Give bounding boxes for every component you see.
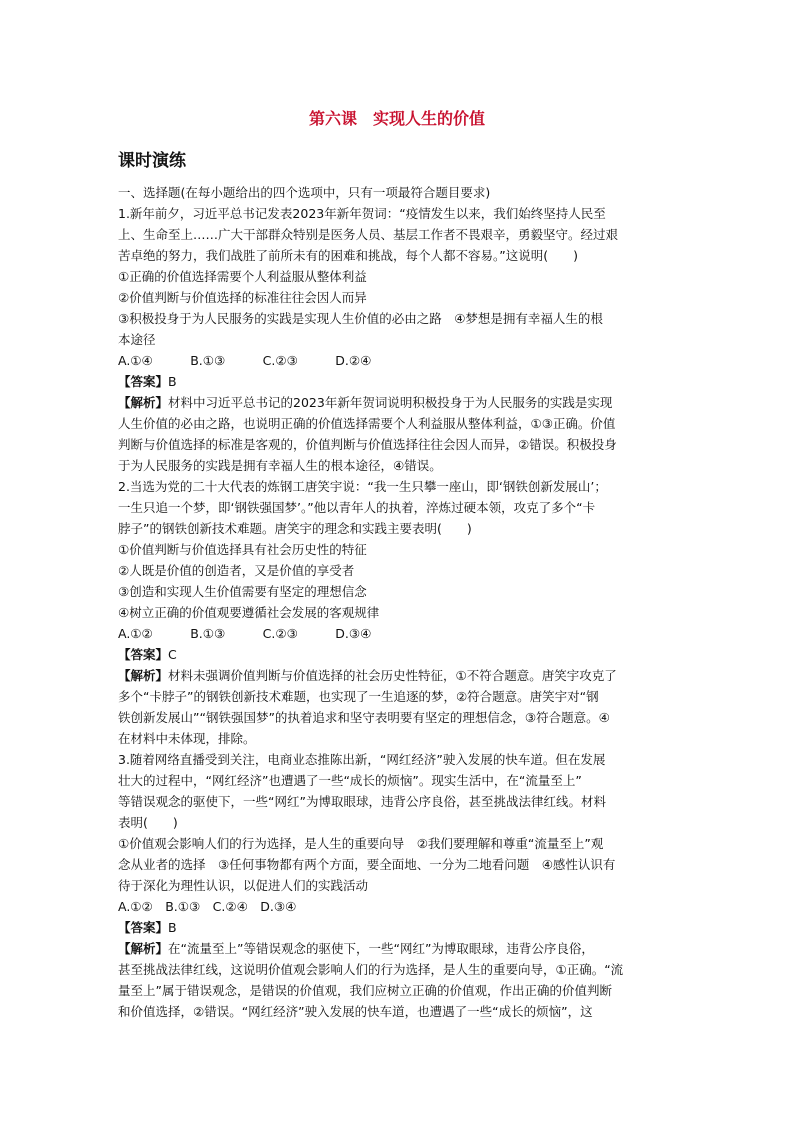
line-text: ②人既是价值的创造者，又是价值的享受者 [118, 563, 355, 578]
exercise-content [118, 182, 678, 1022]
text-line [118, 350, 678, 371]
text-line [118, 203, 678, 224]
line-text: ②价值判断与价值选择的标准往往会因人而异 [118, 290, 367, 305]
text-line [118, 308, 678, 329]
lesson-title: 第六课 实现人生的价值 [308, 109, 485, 128]
line-text: 多个“卡脖子”的钢铁创新技术难题，也实现了一生追逐的梦，②符合题意。唐笑宇对“钢 [118, 689, 599, 704]
text-line [118, 812, 678, 833]
analysis-line [118, 392, 678, 413]
answer-line [118, 917, 678, 938]
text-line [118, 959, 678, 980]
line-text: C [168, 647, 177, 662]
line-text: 1.新年前夕，习近平总书记发表2023年新年贺词：“疫情发生以来，我们始终坚持人民至 [118, 206, 606, 221]
line-text: 一、选择题(在每小题给出的四个选项中，只有一项最符合题目要求) [118, 185, 491, 200]
line-text: B [168, 920, 177, 935]
text-line [118, 182, 678, 203]
text-line [118, 707, 678, 728]
line-tag: 【解析】 [118, 395, 169, 410]
text-line [118, 749, 678, 770]
text-line [118, 245, 678, 266]
answer-line [118, 371, 678, 392]
text-line [118, 560, 678, 581]
line-text: 上、生命至上……广大干部群众特别是医务人员、基层工作者不畏艰辛，勇毅坚守。经过艰 [118, 227, 619, 242]
text-line [118, 455, 678, 476]
line-text: 人生价值的必由之路，也说明正确的价值选择需要个人利益服从整体利益，①③正确。价值 [118, 416, 616, 431]
text-line [118, 266, 678, 287]
line-text: 念从业者的选择 ③任何事物都有两个方面，要全面地、一分为二地看问题 ④感性认识有 [118, 857, 616, 872]
line-text: B [168, 374, 177, 389]
text-line [118, 476, 678, 497]
line-tag: 【解析】 [118, 668, 169, 683]
text-line [118, 287, 678, 308]
line-text: 3.随着网络直播受到关注，电商业态推陈出新，“网红经济”驶入发展的快车道。但在发展 [118, 752, 606, 767]
line-text: 苦卓绝的努力，我们战胜了前所未有的困难和挑战，每个人都不容易。”这说明( ) [118, 248, 578, 263]
line-text: ①正确的价值选择需要个人利益服从整体利益 [118, 269, 367, 284]
section-heading: 课时演练 [118, 151, 186, 171]
line-text: ①价值判断与价值选择具有社会历史性的特征 [118, 542, 367, 557]
text-line [118, 623, 678, 644]
line-text: 一生只追一个梦，即‘钢铁强国梦’。”他以青年人的执着，淬炼过硬本领，攻克了多个“卡 [118, 500, 596, 515]
text-line [118, 1001, 678, 1022]
text-line [118, 497, 678, 518]
analysis-line [118, 938, 678, 959]
text-line [118, 434, 678, 455]
text-line [118, 581, 678, 602]
line-text: 等错误观念的驱使下，一些“网红”为博取眼球，违背公序良俗，甚至挑战法律红线。材料 [118, 794, 606, 809]
text-line [118, 770, 678, 791]
line-text: 量至上”属于错误观念，是错误的价值观，我们应树立正确的价值观，作出正确的价值判断 [118, 983, 612, 998]
line-text: 脖子”的钢铁创新技术难题。唐笑宇的理念和实践主要表明( ) [118, 521, 472, 536]
line-text: 判断与价值选择的标准是客观的，价值判断与价值选择往往会因人而异，②错误。积极投身 [118, 437, 617, 452]
line-text: 材料中习近平总书记的2023年新年贺词说明积极投身于为人民服务的实践是实现 [168, 395, 613, 410]
text-line [118, 686, 678, 707]
line-text: 本途径 [118, 332, 156, 347]
line-text: 表明( ) [118, 815, 178, 830]
line-text: 待于深化为理性认识，以促进人们的实践活动 [118, 878, 369, 893]
line-text: 铁创新发展山”“钢铁强国梦”的执着追求和坚守表明要有坚定的理想信念，③符合题意。④ [118, 710, 610, 725]
text-line [118, 875, 678, 896]
line-text: 在材料中未体现，排除。 [118, 731, 256, 746]
text-line [118, 896, 678, 917]
line-tag: 【答案】 [118, 920, 169, 935]
line-tag: 【答案】 [118, 374, 169, 389]
line-text: 材料未强调价值判断与价值选择的社会历史性特征，①不符合题意。唐笑宇攻克了 [168, 668, 617, 683]
line-text: A.①② B.①③ C.②④ D.③④ [118, 899, 297, 914]
line-tag: 【答案】 [118, 647, 169, 662]
line-tag: 【解析】 [118, 941, 169, 956]
text-line [118, 602, 678, 623]
line-text: 壮大的过程中，“网红经济”也遭遇了一些“成长的烦恼”。现实生活中，在“流量至上” [118, 773, 582, 788]
text-line [118, 329, 678, 350]
text-line [118, 980, 678, 1001]
text-line [118, 539, 678, 560]
line-text: 于为人民服务的实践是拥有幸福人生的根本途径，④错误。 [118, 458, 442, 473]
line-text: 2.当选为党的二十大代表的炼钢工唐笑宇说：“我一生只攀一座山，即‘钢铁创新发展山’； [118, 479, 607, 494]
line-text: 在“流量至上”等错误观念的驱使下，一些“网红”为博取眼球，违背公序良俗， [168, 941, 594, 956]
line-text: ③创造和实现人生价值需要有坚定的理想信念 [118, 584, 367, 599]
line-text: 甚至挑战法律红线，这说明价值观会影响人们的行为选择，是人生的重要向导，①正确。“流 [118, 962, 624, 977]
answer-line [118, 644, 678, 665]
text-line [118, 413, 678, 434]
text-line [118, 791, 678, 812]
text-line [118, 518, 678, 539]
text-line [118, 728, 678, 749]
analysis-line [118, 665, 678, 686]
line-text: ④树立正确的价值观要遵循社会发展的客观规律 [118, 605, 380, 620]
text-line [118, 854, 678, 875]
text-line [118, 833, 678, 854]
text-line [118, 224, 678, 245]
line-text: A.①② B.①③ C.②③ D.③④ [118, 626, 372, 641]
line-text: 和价值选择，②错误。“网红经济”驶入发展的快车道，也遭遇了一些“成长的烦恼”，这 [118, 1004, 593, 1019]
line-text: ③积极投身于为人民服务的实践是实现人生价值的必由之路 ④梦想是拥有幸福人生的根 [118, 311, 603, 326]
line-text: A.①④ B.①③ C.②③ D.②④ [118, 353, 372, 368]
line-text: ①价值观会影响人们的行为选择，是人生的重要向导 ②我们要理解和尊重“流量至上”观 [118, 836, 604, 851]
